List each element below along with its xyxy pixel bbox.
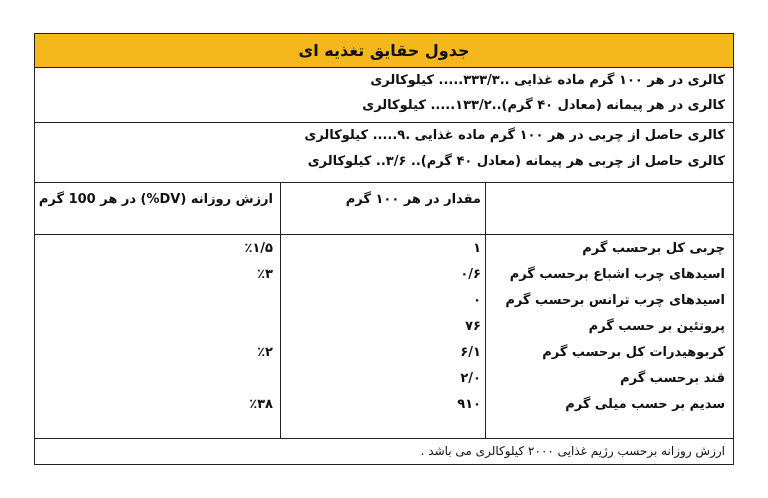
nutrient-amount: ۲/۰	[460, 371, 481, 386]
divider	[35, 122, 733, 123]
nutrient-name: قند برحسب گرم	[620, 371, 725, 386]
fat-calories-per-100g: کالری حاصل از چربی در هر ۱۰۰ گرم ماده غذایی .۹..... کیلوکالری	[304, 128, 725, 143]
nutrient-name: چربی کل برحسب گرم	[582, 241, 725, 256]
divider	[35, 182, 733, 183]
table-row	[35, 393, 733, 419]
daily-value-header: ارزش روزانه (DV%) در هر 100 گرم	[38, 192, 273, 207]
divider	[35, 234, 733, 235]
table-title: جدول حقایق تغذیه ای	[35, 34, 733, 68]
table-row	[35, 367, 733, 393]
nutrient-name: اسیدهای چرب ترانس برحسب گرم	[505, 293, 725, 308]
amount-header: مقدار در هر ۱۰۰ گرم	[345, 192, 481, 207]
nutrient-dv: ٪۳	[257, 267, 273, 282]
footnote: ارزش روزانه برحسب رژیم غذایی ۲۰۰۰ کیلوکالری می باشد .	[420, 444, 725, 458]
nutrient-name: کربوهیدرات کل برحسب گرم	[542, 345, 725, 360]
table-row	[35, 289, 733, 315]
table-row	[35, 237, 733, 263]
nutrient-amount: ۱	[473, 241, 481, 256]
divider	[35, 438, 733, 439]
nutrient-name: سدیم بر حسب میلی گرم	[565, 397, 725, 412]
table-row	[35, 315, 733, 341]
nutrition-facts-table	[34, 33, 734, 465]
nutrient-amount: ۰/۶	[460, 267, 481, 282]
nutrient-amount: ۷۶	[465, 319, 481, 334]
nutrient-name: اسیدهای چرب اشباع برحسب گرم	[509, 267, 725, 282]
table-row	[35, 263, 733, 289]
nutrient-dv: ٪۲	[257, 345, 273, 360]
nutrient-amount: ۶/۱	[460, 345, 481, 360]
nutrient-dv: ٪۳۸	[249, 397, 273, 412]
calories-per-serving: کالری در هر پیمانه (معادل ۴۰ گرم)..۱۳۳/۲..... کیلوکالری	[362, 98, 725, 113]
fat-calories-per-serving: کالری حاصل از چربی هر پیمانه (معادل ۴۰ گرم).. ۳/۶.. کیلوکالری	[307, 154, 725, 169]
nutrient-dv: ٪۱/۵	[244, 241, 273, 256]
calories-per-100g: کالری در هر ۱۰۰ گرم ماده غذایی ..۳۳۳/۳..... کیلوکالری	[370, 73, 725, 88]
table-row	[35, 341, 733, 367]
nutrient-amount: ۹۱۰	[457, 397, 481, 412]
nutrient-amount: ۰	[473, 293, 481, 308]
nutrient-name: پروتئین بر حسب گرم	[588, 319, 725, 334]
